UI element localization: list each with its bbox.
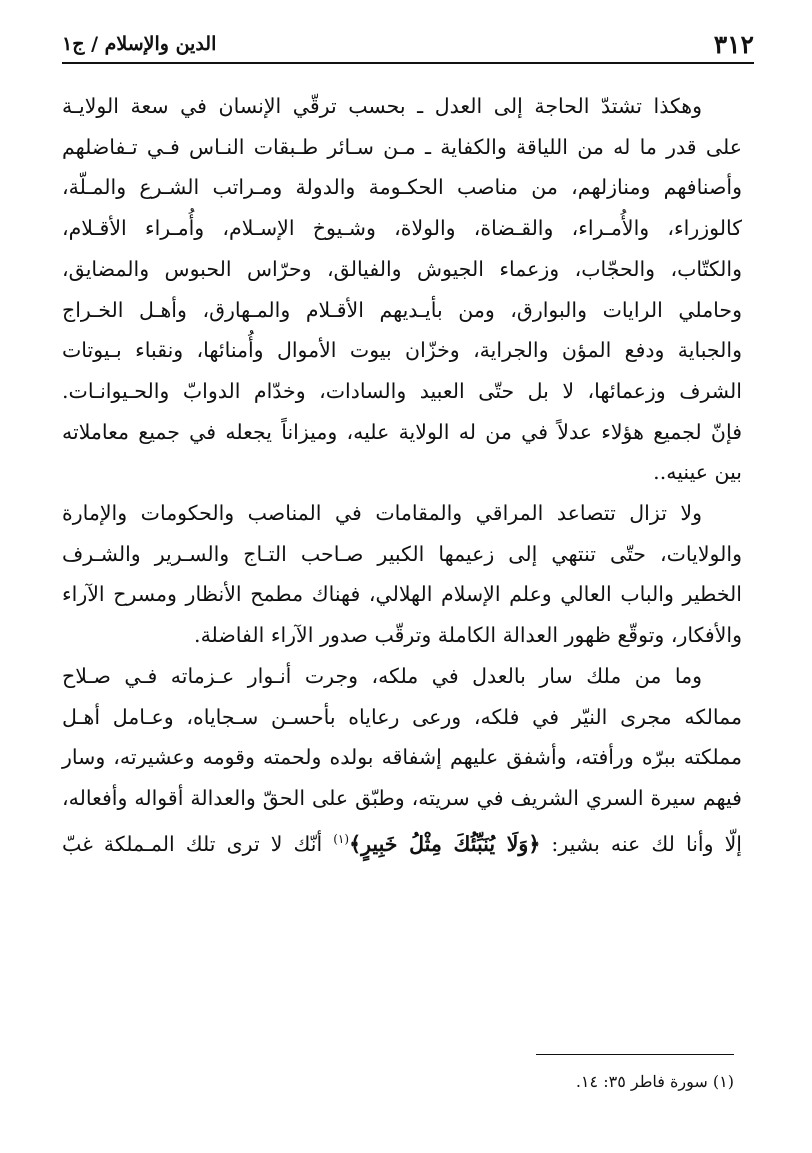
paragraph [62, 656, 742, 864]
text-line: والأفكار، وتوقّع ظهور العدالة الكاملة وترقّب صدور الآراء الفاضلة. [194, 623, 742, 648]
quran-verse: ﴿وَلَا يُنَبِّئُكَ مِثْلُ خَبِيرٍ﴾ [349, 831, 541, 856]
text-line: وحاملي الرايات والبوارق، ومن بأيـديهم الأقـلام والمـهارق، وأهـل الخـراج [62, 297, 742, 322]
page-header [62, 26, 754, 64]
text-line: ولا تزال تتصاعد المراقي والمقامات في المناصب والحكومات والإمارة [62, 501, 702, 526]
text-line [62, 819, 742, 865]
text-line: والولايات، حتّى تنتهي إلى زعيمها الكبير صـاحب التـاج والسـرير والشـرف [62, 541, 742, 566]
footnote-reference: (١) [333, 831, 350, 846]
text-line: وما من ملك سار بالعدل في ملكه، وجرت أنـوار عـزماته فـي صـلاح [62, 663, 702, 688]
text-line: وأصنافهم ومنازلهم، من مناصب الحكـومة والدولة ومـراتب الشـرع والمـلّة، [62, 175, 742, 200]
line-text: أنّك لا ترى تلك المـملكة غبّ [62, 831, 334, 856]
text-line: الشرف وزعمائها، لا بل حتّى العبيد والسادات، وخدّام الدوابّ والحـيوانـات. [62, 378, 742, 403]
text-line: الخطير والباب العالي وعلم الإسلام الهلالي، فهناك مطمح الأنظار ومسرح الآراء [62, 582, 742, 607]
footnote-divider [536, 1054, 734, 1055]
page-number: ٣١٢ [713, 29, 754, 59]
text-line: والجباية ودفع المؤن والجراية، وخزّان بيوت الأموال وأُمنائها، ونقباء بـيوتات [62, 338, 742, 363]
text-line: كالوزراء، والأُمـراء، والقـضاة، والولاة، وشـيوخ الإسـلام، وأُمـراء الأقـلام، [62, 216, 742, 241]
footnote: (١) سورة فاطر ٣٥: ١٤. [575, 1072, 734, 1091]
paragraph [62, 493, 742, 656]
text-line: والكتّاب، والحجّاب، وزعماء الجيوش والفيالق، وحرّاس الحبوس والمضايق، [62, 256, 742, 281]
running-title: الدين والإسلام / ج١ [62, 33, 217, 55]
text-line: فيهم سيرة السري الشريف في سريته، وطبّق على الحقّ والعدالة أقواله وأفعاله، [62, 785, 742, 810]
text-line: ممالكه مجرى النيّر في فلكه، ورعى رعاياه بأحسـن سـجاياه، وعـامل أهـل [62, 704, 742, 729]
text-line: على قدر ما له من اللياقة والكفاية ـ مـن سـائر طـبقات النـاس فـي تـفاضلهم [62, 134, 742, 159]
paragraph [62, 86, 742, 493]
text-line: مملكته ببرّه ورأفته، وأشفق عليهم إشفاقه بولده ولحمته وقومه وعشيرته، وسار [62, 745, 742, 770]
text-line: وهكذا تشتدّ الحاجة إلى العدل ـ بحسب ترقّي الإنسان في سعة الولايـة [62, 94, 702, 118]
text-line: فإنّ لجميع هؤلاء عدلاً في من له الولاية عليه، وميزاناً يجعله في جميع معاملاته [62, 419, 742, 444]
line-text: إلّا وأنا لك عنه بشير: [540, 831, 742, 856]
body-text [62, 86, 742, 864]
text-line: بين عينيه.. [653, 460, 742, 485]
